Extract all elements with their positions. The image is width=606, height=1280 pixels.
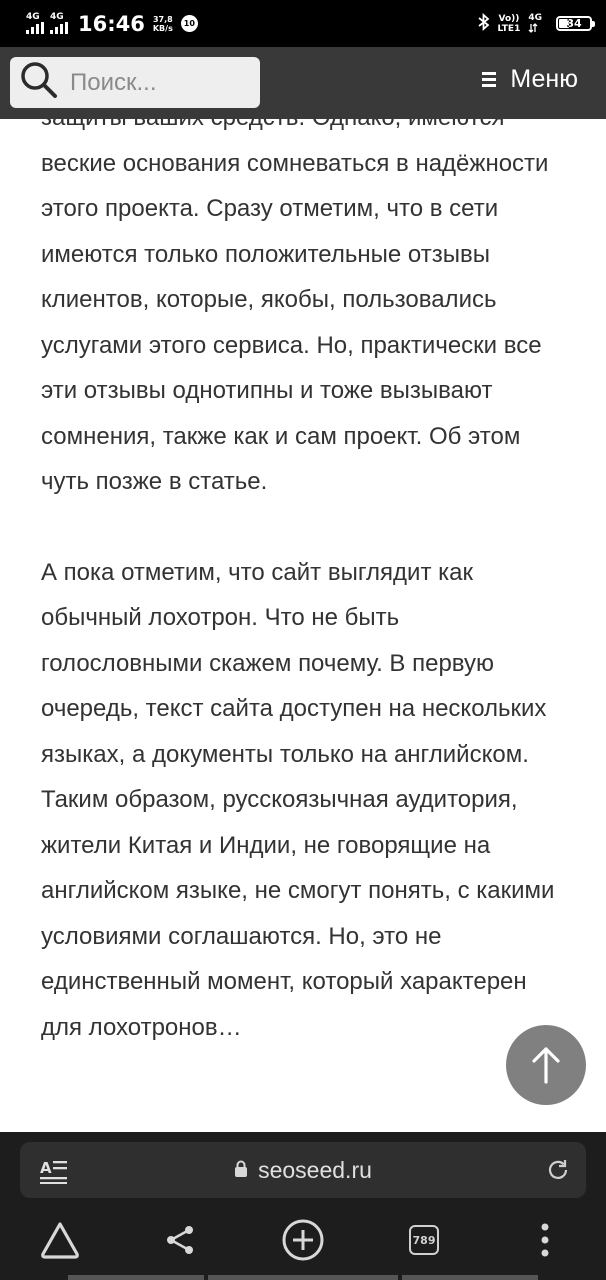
bluetooth-icon	[478, 13, 490, 35]
more-vert-icon	[540, 1223, 550, 1257]
network-speed-value: 37,8	[152, 14, 173, 24]
signal-bars-icon	[50, 22, 68, 34]
menu-label: Меню	[510, 65, 578, 93]
network-speed-unit: KB/s	[152, 23, 173, 33]
nav-indicator	[208, 1275, 398, 1280]
browser-nav-row	[0, 1214, 606, 1270]
browser-home-icon	[39, 1220, 81, 1260]
share-icon	[164, 1224, 196, 1256]
clock: 16:46	[78, 11, 145, 36]
more-menu-button[interactable]	[523, 1218, 567, 1262]
browser-bottom-bar	[0, 1132, 606, 1280]
plus-circle-icon	[281, 1218, 325, 1262]
network-speed	[153, 15, 173, 33]
volte-indicator	[498, 14, 521, 34]
hamburger-icon	[482, 72, 496, 87]
data-net-label: 4G	[528, 13, 542, 23]
status-bar	[0, 0, 606, 47]
site-header	[0, 47, 606, 119]
battery-icon	[556, 16, 592, 31]
sim1-label: 4G	[26, 12, 40, 22]
volte-top: Vo))	[498, 13, 520, 24]
lock-icon	[234, 1157, 248, 1184]
search-input[interactable]	[68, 68, 252, 98]
signal-bars-icon	[26, 22, 44, 34]
article-body	[41, 95, 561, 1050]
home-button[interactable]	[38, 1218, 82, 1262]
nav-indicator	[68, 1275, 204, 1280]
tabs-count: 789	[409, 1225, 439, 1255]
article-paragraph: А пока отметим, что сайт выглядит как обычный лохотрон. Что не быть голословными скажем почему. В первую очередь, текст сайта доступен на нескольких языках, а документы только на английском. Таким образом, русскоязычная аудитория, жители Китая и Индии, не говорящие на английском языке, не смогут понять, с какими условиями соглашаются. Но, это не единственный момент, который характерен для лохотронов…	[41, 558, 555, 1041]
menu-button[interactable]	[482, 65, 578, 94]
svg-text:A: A	[40, 1159, 52, 1177]
battery-level: 34	[566, 17, 582, 30]
notification-badge: 10	[181, 15, 198, 32]
scroll-to-top-button[interactable]	[506, 1025, 586, 1105]
url-text: seoseed.ru	[258, 1156, 372, 1183]
sim1-signal	[26, 13, 44, 34]
address-bar[interactable]	[20, 1142, 586, 1198]
arrow-up-icon	[530, 1045, 562, 1085]
new-tab-button[interactable]	[281, 1218, 325, 1262]
article-paragraph-text: веские основания сомневаться в надёжности этого проекта. Сразу отметим, что в сети имеются только положительные отзывы клиентов, которые, якобы, пользовались услугами этого сервиса. Но, практически все эти отзывы однотипны и тоже вызывают сомнения, также как и сам проект. Об этом чуть позже в статье.	[41, 149, 549, 495]
search-box[interactable]	[10, 57, 260, 108]
volte-bottom: LTE1	[497, 23, 521, 34]
sim2-label: 4G	[50, 12, 64, 22]
share-button[interactable]	[158, 1218, 202, 1262]
tabs-button[interactable]	[402, 1218, 446, 1262]
data-arrows-icon	[528, 23, 538, 33]
search-icon[interactable]	[20, 61, 58, 104]
sim2-signal	[50, 13, 68, 34]
article-paragraph	[41, 95, 561, 505]
reload-icon[interactable]	[546, 1158, 570, 1187]
url-display[interactable]	[20, 1142, 586, 1198]
nav-indicator	[402, 1275, 538, 1280]
data-net	[528, 14, 542, 33]
